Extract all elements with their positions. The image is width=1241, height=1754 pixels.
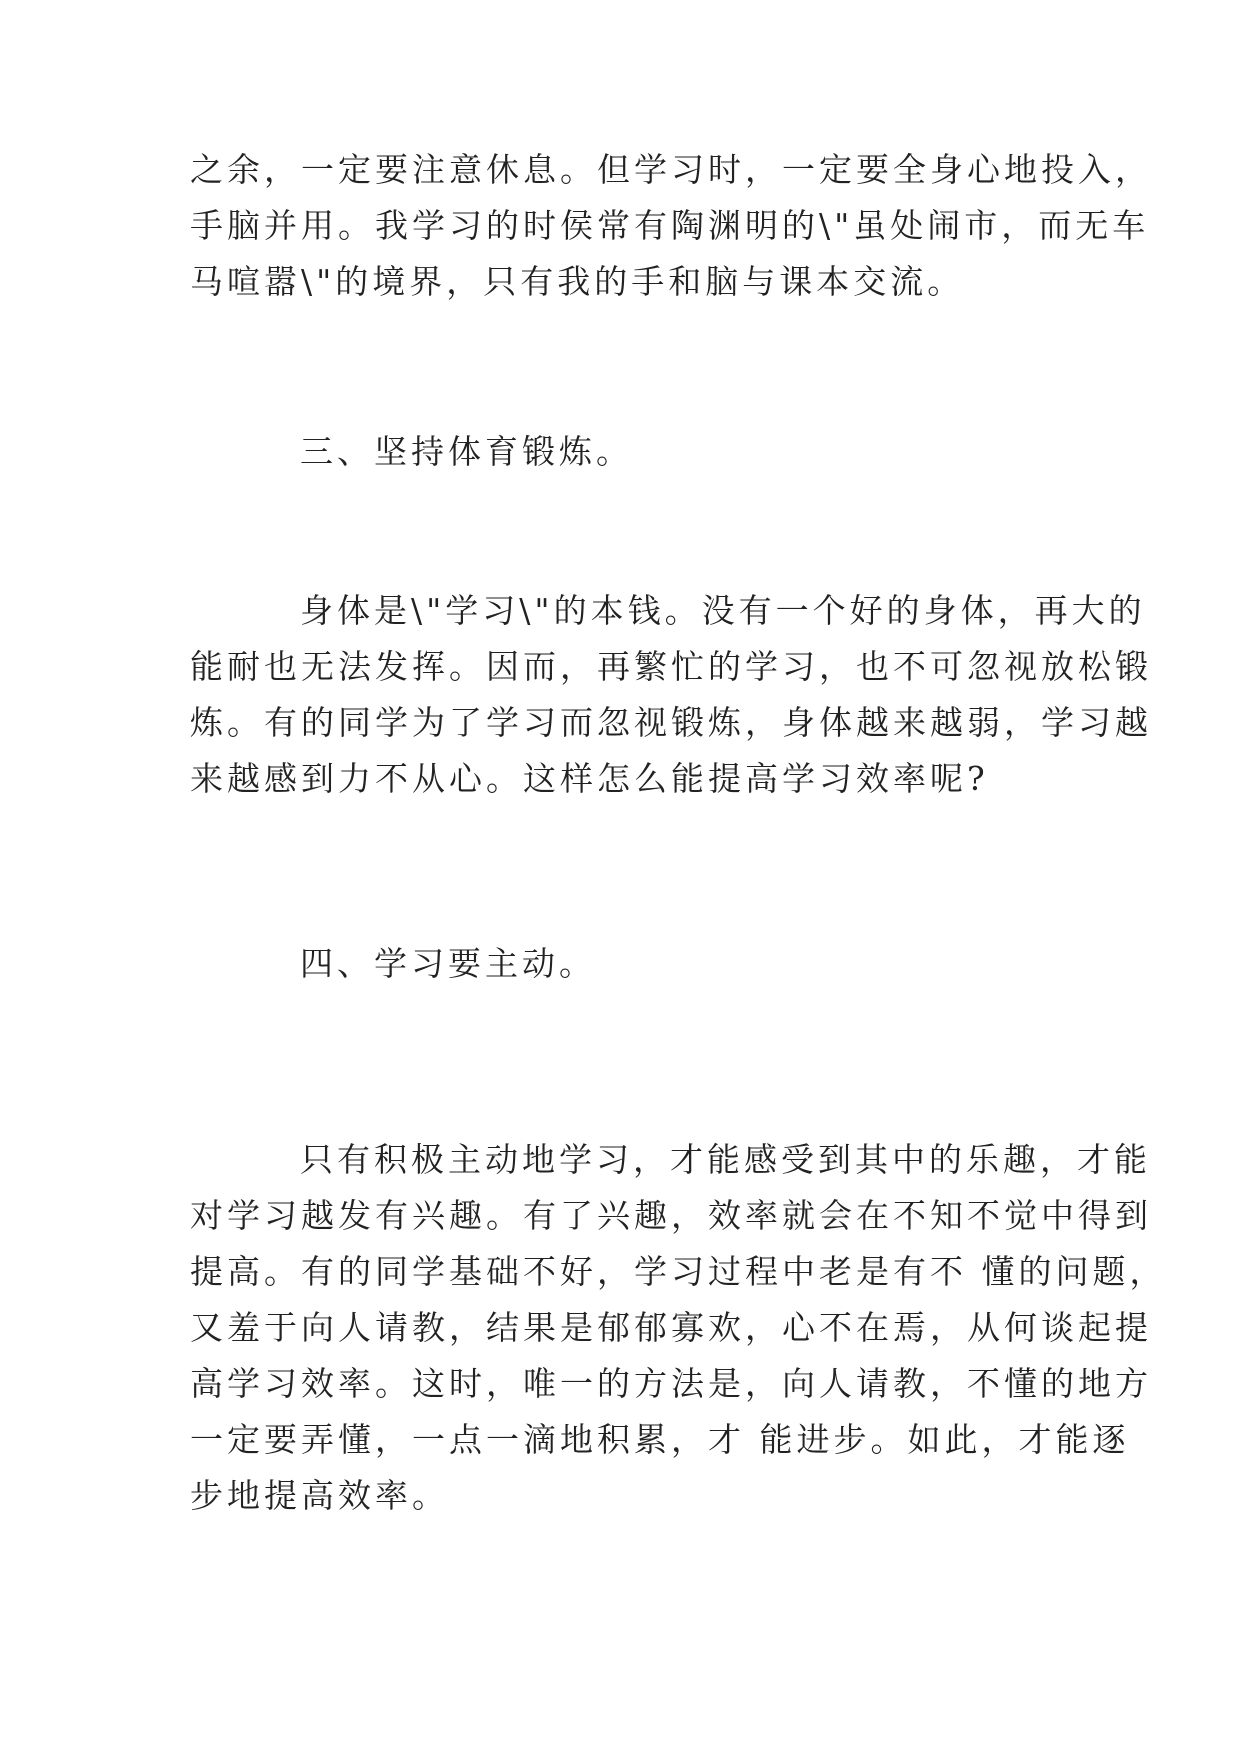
- text-line: 身体是\"学习\"的本钱。没有一个好的身体，再大的: [300, 591, 1146, 630]
- text-line: 只有积极主动地学习，才能感受到其中的乐趣，才能: [300, 1140, 1151, 1179]
- text-line: 来越感到力不从心。这样怎么能提高学习效率呢?: [190, 759, 989, 798]
- text-line: 马喧嚣\"的境界，只有我的手和脑与课本交流。: [190, 262, 965, 301]
- section-heading-exercise: 三、坚持体育锻炼。: [300, 432, 633, 471]
- text-line: 提高。有的同学基础不好，学习过程中老是有不 懂的问题，: [190, 1252, 1167, 1291]
- text-line: 之余，一定要注意休息。但学习时，一定要全身心地投入，: [190, 150, 1152, 189]
- text-line: 又羞于向人请教，结果是郁郁寡欢，心不在焉，从何谈起提: [190, 1308, 1152, 1347]
- text-line: 一定要弄懂，一点一滴地积累，才 能进步。如此，才能逐: [190, 1420, 1130, 1459]
- text-line: 步地提高效率。: [190, 1476, 449, 1515]
- text-line: 高学习效率。这时，唯一的方法是，向人请教，不懂的地方: [190, 1364, 1152, 1403]
- text-line: 能耐也无法发挥。因而，再繁忙的学习，也不可忽视放松锻: [190, 647, 1152, 686]
- text-line: 炼。有的同学为了学习而忽视锻炼，身体越来越弱，学习越: [190, 703, 1152, 742]
- section-heading-initiative: 四、学习要主动。: [300, 944, 596, 983]
- text-line: 对学习越发有兴趣。有了兴趣，效率就会在不知不觉中得到: [190, 1196, 1152, 1235]
- text-line: 手脑并用。我学习的时侯常有陶渊明的\"虽处闹市，而无车: [190, 206, 1150, 245]
